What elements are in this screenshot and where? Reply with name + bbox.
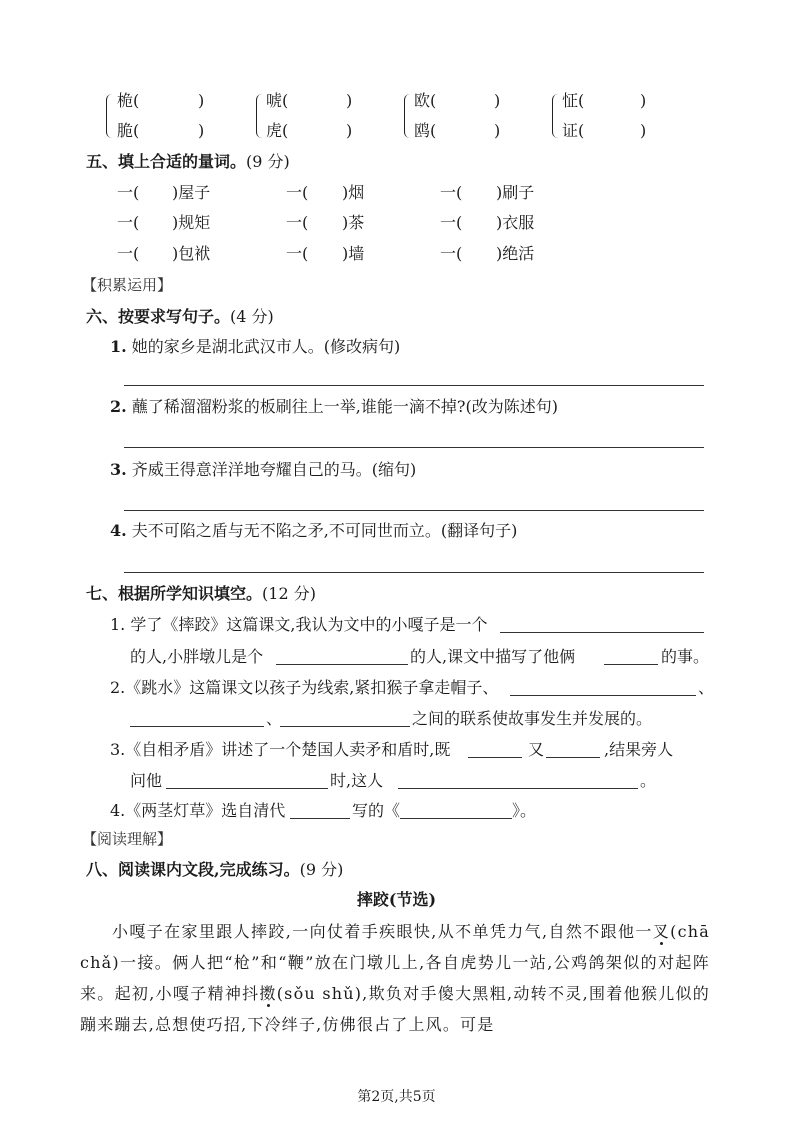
mw-2-3-pre: 一( bbox=[440, 213, 463, 232]
pair-2-bottom-close: ) bbox=[346, 121, 353, 140]
pair-1-bottom: 脆( bbox=[117, 121, 140, 140]
mw-1-2-post: )烟 bbox=[342, 183, 365, 202]
section-5-score: (9 分) bbox=[246, 152, 290, 171]
mw-1-3-pre: 一( bbox=[440, 183, 463, 202]
mw-3-2-post: )墙 bbox=[342, 244, 365, 263]
category-tag-reading: 【阅读理解】 bbox=[82, 830, 173, 848]
s6-q4-num: 4. bbox=[110, 521, 127, 540]
s6-q1-text: 她的家乡是湖北武汉市人。(修改病句) bbox=[131, 337, 401, 356]
s7-q1-text-d: 的事。 bbox=[661, 647, 710, 666]
mw-3-1-pre: 一( bbox=[117, 244, 140, 263]
s7-q3-text-f: 。 bbox=[640, 771, 657, 790]
blank-7-3-a[interactable] bbox=[468, 757, 522, 758]
blank-7-4-a[interactable] bbox=[290, 818, 350, 819]
s7-q1-text-c: 的人,课文中描写了他俩 bbox=[410, 647, 576, 666]
section-8-heading bbox=[86, 860, 343, 880]
s6-q2-text: 蘸了稀溜溜粉浆的板刷往上一举,谁能一滴不掉?(改为陈述句) bbox=[131, 397, 558, 416]
s7-q4-text-c: 》。 bbox=[512, 801, 537, 820]
mw-3-3-pre: 一( bbox=[440, 244, 463, 263]
brace-1 bbox=[106, 94, 115, 138]
s6-q4-text: 夫不可陷之盾与无不陷之矛,不可同世而立。(翻译句子) bbox=[131, 521, 518, 540]
s6-q3-text: 齐威王得意洋洋地夸耀自己的马。(缩句) bbox=[131, 460, 417, 479]
s7-q2-sep-1: 、 bbox=[698, 678, 715, 697]
mw-3-3-post: )绝活 bbox=[496, 244, 535, 263]
mw-2-1-post: )规矩 bbox=[172, 213, 211, 232]
mw-3-1-post: )包袱 bbox=[172, 244, 211, 263]
mw-1-3-post: )刷子 bbox=[496, 183, 535, 202]
pair-2-bottom: 虎( bbox=[266, 121, 289, 140]
s6-q1-num: 1. bbox=[110, 337, 127, 356]
mw-1-1-pre: 一( bbox=[117, 183, 140, 202]
blank-7-4-b[interactable] bbox=[400, 818, 512, 819]
brace-4 bbox=[552, 94, 561, 138]
answer-line-6-4[interactable] bbox=[124, 572, 704, 573]
page-footer: 第2页,共5页 bbox=[357, 1089, 436, 1105]
mw-2-2-post: )茶 bbox=[342, 213, 365, 232]
passage-text-2: (chā chǎ)一接。俩人把“枪”和“鞭”放在门墩儿上,各自虎势儿一站,公鸡鸽架似的对起阵来。起初,小嘎子精神抖 bbox=[80, 922, 711, 1003]
category-tag-accumulation: 【积累运用】 bbox=[82, 276, 173, 294]
blank-7-2-c[interactable] bbox=[280, 726, 410, 727]
section-5-heading bbox=[86, 152, 290, 172]
s7-q1-text-b: 的人,小胖墩儿是个 bbox=[130, 647, 264, 666]
brace-3 bbox=[404, 94, 413, 138]
passage-paragraph bbox=[80, 916, 710, 1040]
s7-q3-text-b: 又 bbox=[528, 740, 545, 759]
blank-7-1-c[interactable] bbox=[604, 664, 658, 665]
section-5-title: 五、填上合适的量词。 bbox=[86, 152, 247, 171]
mw-2-2-pre: 一( bbox=[286, 213, 309, 232]
s6-q2-num: 2. bbox=[110, 397, 127, 416]
mw-1-1-post: )屋子 bbox=[172, 183, 211, 202]
passage-text-1: 小嘎子在家里跟人摔跤,一向仗着手疾眼快,从不单凭力气,自然不跟他一 bbox=[112, 922, 653, 941]
section-6-score: (4 分) bbox=[230, 307, 274, 326]
pair-3-bottom-close: ) bbox=[494, 121, 501, 140]
mw-1-2-pre: 一( bbox=[286, 183, 309, 202]
s6-question-3 bbox=[110, 460, 416, 480]
answer-line-6-2[interactable] bbox=[124, 447, 704, 448]
section-7-score: (12 分) bbox=[262, 584, 316, 603]
section-7-heading bbox=[86, 584, 316, 604]
answer-line-6-3[interactable] bbox=[124, 510, 704, 511]
blank-7-1-b[interactable] bbox=[276, 664, 408, 665]
pair-1-bottom-close: ) bbox=[198, 121, 205, 140]
s7-q4-text-b: 写的《 bbox=[352, 801, 401, 820]
pair-4-top: 怔( bbox=[562, 91, 585, 110]
passage-title: 摔跤(节选) bbox=[356, 890, 437, 909]
pair-3-bottom: 鸥( bbox=[414, 121, 437, 140]
mw-2-1-pre: 一( bbox=[117, 213, 140, 232]
brace-2 bbox=[256, 94, 265, 138]
blank-7-3-c[interactable] bbox=[166, 788, 328, 789]
s6-question-1 bbox=[110, 337, 400, 357]
s7-q3-text-c: ,结果旁人 bbox=[604, 740, 674, 759]
s7-q1-line1: 1. 学了《摔跤》这篇课文,我认为文中的小嘎子是一个 bbox=[110, 615, 488, 634]
s6-question-4 bbox=[110, 521, 517, 541]
section-7-title: 七、根据所学知识填空。 bbox=[86, 584, 263, 603]
pair-1-top-close: ) bbox=[198, 91, 205, 110]
s7-q3-text-d: 问他 bbox=[130, 771, 163, 790]
s7-q3-text-e: 时,这人 bbox=[330, 771, 384, 790]
mw-2-3-post: )衣服 bbox=[496, 213, 535, 232]
pair-2-top: 唬( bbox=[266, 91, 289, 110]
blank-7-1-a[interactable] bbox=[500, 632, 704, 633]
pair-3-top: 欧( bbox=[414, 91, 437, 110]
s7-q3-line1: 3.《自相矛盾》讲述了一个楚国人卖矛和盾时,既 bbox=[110, 740, 451, 759]
passage-text-3: (sǒu shǔ),欺负对手傻大黑粗,动转不灵,围着他猴儿似的蹦来蹦去,总想使巧招,下冷绊子,仿佛很占了上风。可是 bbox=[80, 984, 710, 1034]
s7-q2-sep-2: 、 bbox=[266, 709, 283, 728]
section-6-title: 六、按要求写句子。 bbox=[86, 307, 231, 326]
blank-7-2-b[interactable] bbox=[130, 726, 264, 727]
section-6-heading bbox=[86, 307, 274, 327]
blank-7-2-a[interactable] bbox=[510, 695, 696, 696]
pair-1-top: 桅( bbox=[117, 91, 140, 110]
section-8-score: (9 分) bbox=[299, 860, 344, 879]
mw-3-2-pre: 一( bbox=[286, 244, 309, 263]
blank-7-3-d[interactable] bbox=[398, 788, 638, 789]
pair-4-bottom: 证( bbox=[562, 121, 585, 140]
s6-question-2 bbox=[110, 397, 558, 417]
passage-dotted-char-2: 擞 bbox=[259, 984, 277, 1003]
pair-3-top-close: ) bbox=[494, 91, 501, 110]
blank-7-3-b[interactable] bbox=[546, 757, 600, 758]
s7-q2-text-d: 之间的联系使故事发生并发展的。 bbox=[412, 709, 653, 728]
answer-line-6-1[interactable] bbox=[124, 385, 704, 386]
pair-4-top-close: ) bbox=[640, 91, 647, 110]
section-8-title: 八、阅读课内文段,完成练习。 bbox=[86, 860, 300, 879]
pair-2-top-close: ) bbox=[346, 91, 353, 110]
s7-q4-text-a: 4.《两茎灯草》选自清代 bbox=[110, 801, 286, 820]
passage-dotted-char-1: 叉 bbox=[652, 922, 671, 941]
pair-4-bottom-close: ) bbox=[640, 121, 647, 140]
s6-q3-num: 3. bbox=[110, 460, 127, 479]
s7-q2-line1: 2.《跳水》这篇课文以孩子为线索,紧扣猴子拿走帽子、 bbox=[110, 678, 499, 697]
